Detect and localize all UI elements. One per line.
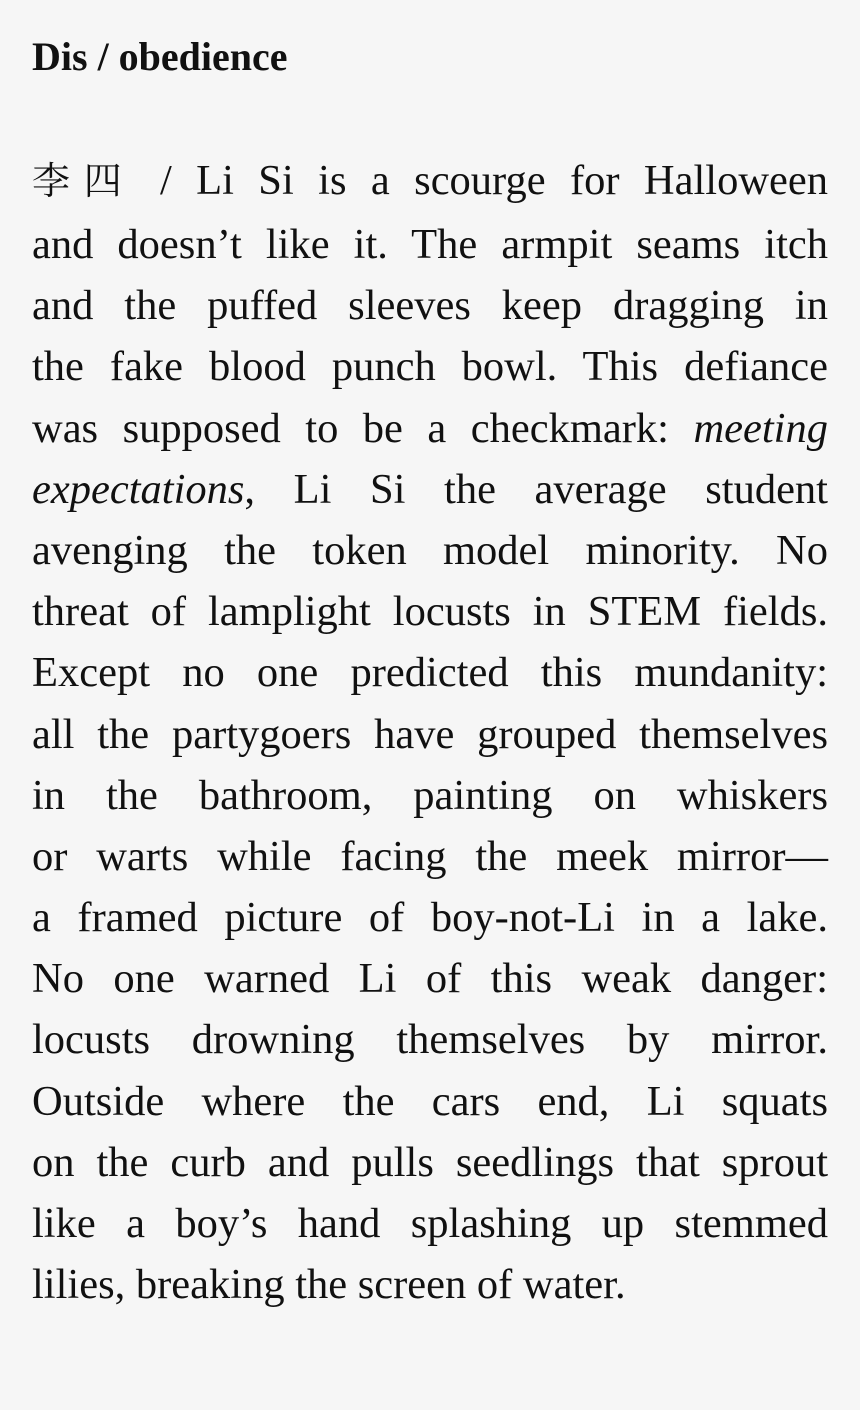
poem-title: Dis / obedience: [32, 34, 288, 79]
poem-line-8: threat of lamplight locusts in STEM fields.: [32, 588, 828, 636]
poem-line-9: Except no one predicted this mundanity:: [32, 649, 828, 697]
poem-line-6: expectations, Li Si the average student: [32, 465, 828, 513]
poem-line-12: or warts while facing the meek mirror—: [32, 832, 828, 880]
poem-line-1: 李四 / Li Si is a scourge for Halloween: [32, 157, 828, 204]
poem-line-3: and the puffed sleeves keep dragging in: [32, 282, 828, 330]
poem-line-2: and doesn’t like it. The armpit seams itch: [32, 221, 828, 268]
italic-word: meeting: [693, 404, 828, 452]
chinese-name: 李四: [32, 159, 136, 203]
poem-line-10: all the partygoers have grouped themselves: [32, 710, 828, 758]
italic-word: expectations: [32, 465, 245, 513]
poem-line-15: locusts drowning themselves by mirror.: [32, 1016, 828, 1064]
poem-line-7: avenging the token model minority. No: [32, 526, 828, 574]
poem-body: [32, 150, 828, 1315]
poem-line-19: lilies, breaking the screen of water.: [32, 1261, 626, 1309]
poem-line-16: Outside where the cars end, Li squats: [32, 1077, 828, 1125]
poem-line-18: like a boy’s hand splashing up stemmed: [32, 1200, 828, 1247]
poem-line-11: in the bathroom, painting on whiskers: [32, 771, 828, 819]
poem-line-17: on the curb and pulls seedlings that sprout: [32, 1138, 828, 1186]
poem-line-4: the fake blood punch bowl. This defiance: [32, 343, 828, 391]
poem-line-14: No one warned Li of this weak danger:: [32, 955, 828, 1003]
poem-line-13: a framed picture of boy-not-Li in a lake.: [32, 894, 828, 942]
poem-line-5: was supposed to be a checkmark: meeting: [32, 404, 828, 452]
